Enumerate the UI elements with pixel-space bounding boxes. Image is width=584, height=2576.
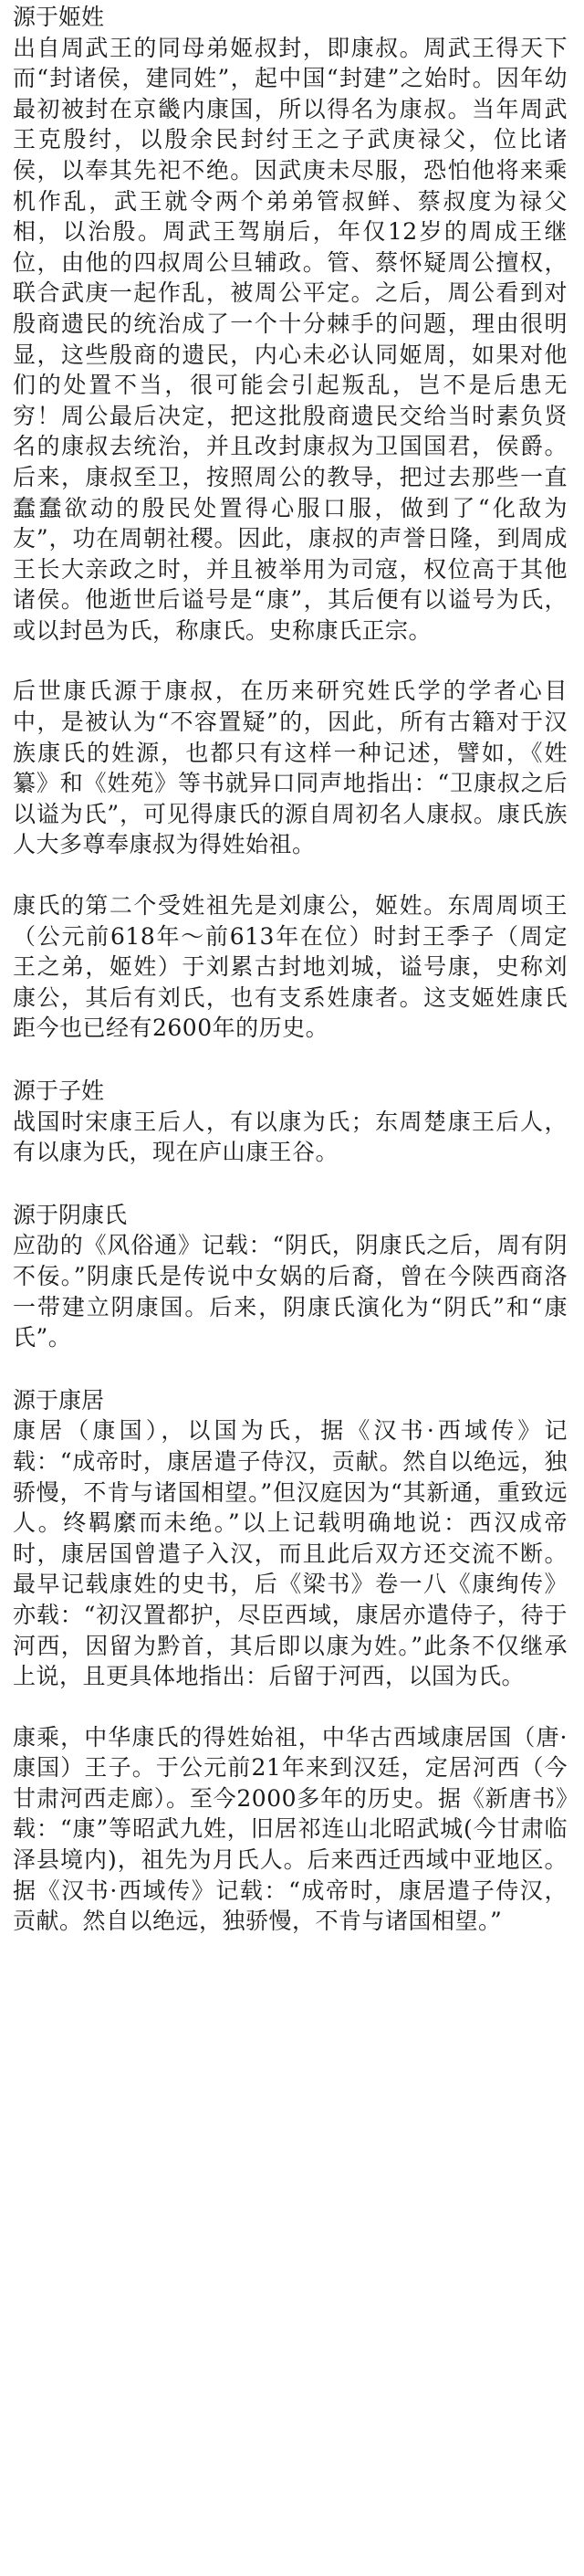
section-paragraph: 康氏的第二个受姓祖先是刘康公，姬姓。东周周顷王（公元前618年～前613年在位）时封王季子（周定王之弟，姬姓）于刘累古封地刘城，谥号康，史称刘康公，其后有刘氏，也有支系姓康者。这支姬姓康氏距今也已经有2600年的历史。	[13, 892, 568, 1042]
section-zi-origin	[13, 1074, 568, 1168]
section-heading: 源于阴康氏	[13, 1201, 128, 1228]
section-heading: 源于姬姓	[13, 4, 105, 30]
section-paragraph: 康居（康国），以国为氏，据《汉书·西域传》记载：“成帝时，康居遣子侍汉，贡献。然自以绝远，独骄慢，不肯与诸国相望。”但汉庭因为“其新通，重致远人。终羁縻而未绝。”以上记载明确地说：西汉成帝时，康居国曾遣子入汉，而且此后双方还交流不断。最早记载康姓的史书，后《梁书》卷一八《康绚传》亦载：“初汉置都护，尽臣西域，康居亦遣侍子，待于河西，因留为黔首，其后即以康为姓。”此条不仅继承上说，且更具体地指出：后留于河西，以国为氏。	[13, 1417, 568, 1690]
section-kangju-origin	[13, 1383, 568, 1692]
section-paragraph: 康乘，中华康氏的得姓始祖，中华古西域康居国（唐·康国）王子。于公元前21年来到汉廷，定居河西（今甘肃河西走廊）。至今2000多年的历史。据《新唐书》载：“康”等昭武九姓，旧居祁连山北昭武城(今甘肃临泽县境内)，祖先为月氏人。后来西迁西域中亚地区。据《汉书·西域传》记载：“成帝时，康居遣子侍汉，贡献。然自以绝远，独骄慢，不肯与诸国相望。”	[13, 1723, 568, 1935]
section-kangshu-ancestry	[13, 676, 568, 860]
section-yinkang-origin	[13, 1198, 568, 1353]
section-kangcheng	[13, 1722, 568, 1937]
section-liu-kanggong	[13, 890, 568, 1044]
section-heading: 源于康居	[13, 1386, 105, 1414]
section-paragraph: 后世康氏源于康叔，在历来研究姓氏学的学者心目中，是被认为“不容置疑”的，因此，所有古籍对于汉族康氏的姓源，也都只有这样一种记述，譬如，《姓纂》和《姓苑》等书就异口同声地指出：“卫康叔之后以谥为氏”，可见得康氏的源自周初名人康叔。康氏族人大多尊奉康叔为得姓始祖。	[13, 678, 568, 858]
section-paragraph: 出自周武王的同母弟姬叔封，即康叔。周武王得天下而“封诸侯，建同姓”，起中国“封建”之始时。因年幼最初被封在京畿内康国，所以得名为康叔。当年周武王克殷纣，以殷余民封纣王之子武庚禄父，位比诸侯，以奉其先祀不绝。因武庚未尽服，恐怕他将来乘机作乱，武王就令两个弟弟管叔鲜、蔡叔度为禄父相，以治殷。周武王驾崩后，年仅12岁的周成王继位，由他的四叔周公旦辅政。管、蔡怀疑周公擅权，联合武庚一起作乱，被周公平定。之后，周公看到对殷商遗民的统治成了一个十分棘手的问题，理由很明显，这些殷商的遗民，内心未必认同姬周，如果对他们的处置不当，很可能会引起叛乱，岂不是后患无穷！周公最后决定，把这批殷商遗民交给当时素负贤名的康叔去统治，并且改封康叔为卫国国君，侯爵。后来，康叔至卫，按照周公的教导，把过去那些一直蠢蠢欲动的殷民处置得心服口服，做到了“化敌为友”，功在周朝社稷。因此，康叔的声誉日隆，到周成王长大亲政之时，并且被举用为司寇，权位高于其他诸侯。他逝世后谥号是“康”，其后便有以谥号为氏，或以封邑为氏，称康氏。史称康氏正宗。	[13, 34, 568, 644]
section-paragraph: 战国时宋康王后人，有以康为氏；东周楚康王后人，有以康为氏，现在庐山康王谷。	[13, 1108, 568, 1166]
section-ji-origin	[13, 0, 568, 646]
section-heading: 源于子姓	[13, 1078, 105, 1104]
section-paragraph: 应劭的《风俗通》记载：“阴氏，阴康氏之后，周有阴不佞。”阴康氏是传说中女娲的后裔，曾在今陕西商洛一带建立阴康国。后来，阴康氏演化为“阴氏”和“康氏”。	[13, 1232, 568, 1351]
